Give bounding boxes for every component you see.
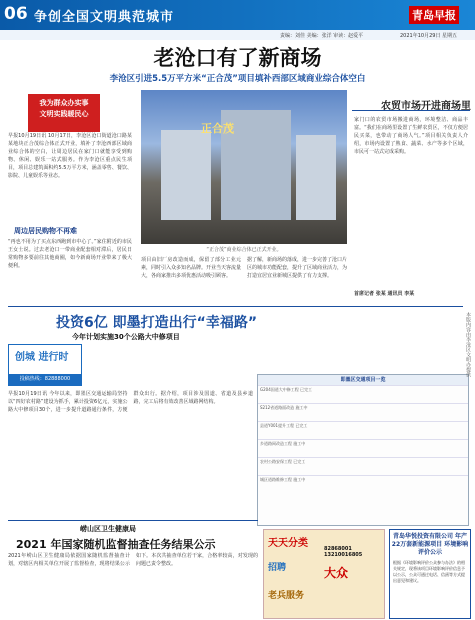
lead-col-2: 项目由旧厂房改造而成，保留了部分工业元素，同时引入众多知名品牌。开业当天客流量大，各商家推出多项优惠活动吸引顾客。 — [141, 257, 241, 279]
lead-col-3: 据了解，新商场的落成，进一步完善了沧口片区的城市功能配套，提升了区域商业活力，为打造宜居宜业新城区提供了有力支撑。 — [247, 257, 347, 279]
sub-heading-1: 周边居民购物不再难 — [14, 227, 77, 235]
campaign-box — [28, 94, 100, 132]
second-subheadline: 今年计划实施30个公路大中修项目 — [72, 333, 180, 341]
date-line: 2021年10月29日 星期五 — [400, 33, 458, 39]
table-row: 农村公路安保工程 已完工 — [258, 457, 468, 475]
editor-line: 责编：刘佳 美编：张洋 审读：赵爱平 — [280, 33, 364, 39]
ad-2: 招聘 — [268, 563, 287, 573]
table-row: S212省道路面改造 施工中 — [258, 403, 468, 421]
right-text: 家门口的农贸市场搬进商场，环境整洁、商品丰富。“我们在商场里设置了生鲜农贸区，不仅方便居民买菜，也带动了商场人气。”项目相关负责人介绍，市场内设置了熟食、蔬菜、水产等多个区域，市民可一站式完成采购。 — [354, 117, 468, 155]
campaign-ad-hotline: 投稿热线：82888000 — [9, 374, 81, 385]
campaign-ad-title: 创城 进行时 — [15, 352, 69, 363]
photo-sign: 正合茂 — [201, 122, 234, 135]
meta-bar — [0, 30, 475, 40]
ad-phone: 82868001 13210016805 — [324, 546, 363, 558]
ad-3: 大众 — [324, 566, 349, 580]
photo-caption: “正合茂”商业综合体已正式开业。 — [206, 247, 282, 253]
second-text: 早报10月19日讯 今年以来，即墨区交通运输局坚持以“四好农村路”建设为抓手，累计投资6亿元，实施公路大中修项目30个，进一步提升道路通行条件，方便群众出行。据介绍，项目涉及国道、省道及县乡道路，完工后将有效改善区域路网结构。 — [8, 391, 253, 413]
table-title: 即墨区交通项目一览 — [258, 375, 468, 385]
campaign-line-2: 文明实践暖民心 — [39, 110, 89, 118]
notice-text: 根据《环境影响评价公众参与办法》的相关规定，现将该项目环境影响评价信息予以公示，公众可通过电话、信函等方式提出意见和建议。 — [393, 560, 465, 583]
classified-ads — [263, 529, 385, 619]
notice-box — [389, 529, 471, 619]
table-row: 县道Y001提升工程 已完工 — [258, 421, 468, 439]
lead-subheadline: 李沧区引进5.5万平方米“正合茂”项目填补西部区域商业综合体空白 — [109, 74, 366, 84]
third-headline: 2021 年国家随机监督抽查任务结果公示 — [16, 538, 216, 551]
ad-4: 老兵服务 — [268, 591, 305, 601]
table-row: 乡道路网改造工程 施工中 — [258, 439, 468, 457]
mall-photo — [141, 90, 347, 244]
project-table — [257, 374, 469, 526]
page-header — [0, 0, 475, 30]
campaign-ad — [8, 344, 82, 386]
third-kicker: 崂山区卫生健康局 — [80, 525, 136, 533]
notice-title: 青岛华悦投资有限公司 年产22万套新能源项目 环境影响评价公示 — [391, 533, 469, 556]
vertical-note: 本版内容由李沧区文明办提供 — [465, 312, 471, 377]
lead-col-1b: “再也不用为了买点东西跑到市中心了。”家住附近的市民王女士说。过去老沧口一带商业配套相对滞后，居民日常购物多要前往其他商圈，如今新商场开业带来了极大便利。 — [8, 239, 132, 269]
lead-col-1: 早报10月19日讯 10月17日，李沧区沧口街道沧口路某某地块正合茂综合体正式开业，填补了李沧西部区域商业综合体的空白，让周边居民在家门口就能享受到购物、休闲、娱乐一站式服务。作为李沧区重点民生项目，项目总建筑面积约5.5万平方米，涵盖零售、餐饮、影院、儿童娱乐等业态。 — [8, 133, 132, 179]
table-row: G204国道大中修工程 已完工 — [258, 385, 468, 403]
second-headline: 投资6亿 即墨打造出行“幸福路” — [56, 315, 258, 331]
right-author: 首席记者 张某 通讯员 李某 — [354, 291, 415, 297]
right-heading: 农贸市场开进商场里 — [381, 101, 471, 112]
page-number: 06 — [4, 4, 28, 24]
table-row: 城区道路维修工程 施工中 — [258, 475, 468, 493]
campaign-line-1: 我为群众办实事 — [39, 99, 89, 107]
lead-headline: 老沧口有了新商场 — [153, 46, 322, 70]
section-title: 争创全国文明典范城市 — [34, 10, 175, 25]
paper-logo: 青岛早报 — [409, 6, 459, 24]
ad-1: 天天分类 — [268, 538, 308, 549]
third-text: 2021年崂山区卫生健康局依据国家随机监督抽查计划，对辖区内相关单位开展了监督检查，现将结果公示如下。本次共抽查单位若干家，合格率较高，对发现的问题已责令整改。 — [8, 553, 258, 567]
